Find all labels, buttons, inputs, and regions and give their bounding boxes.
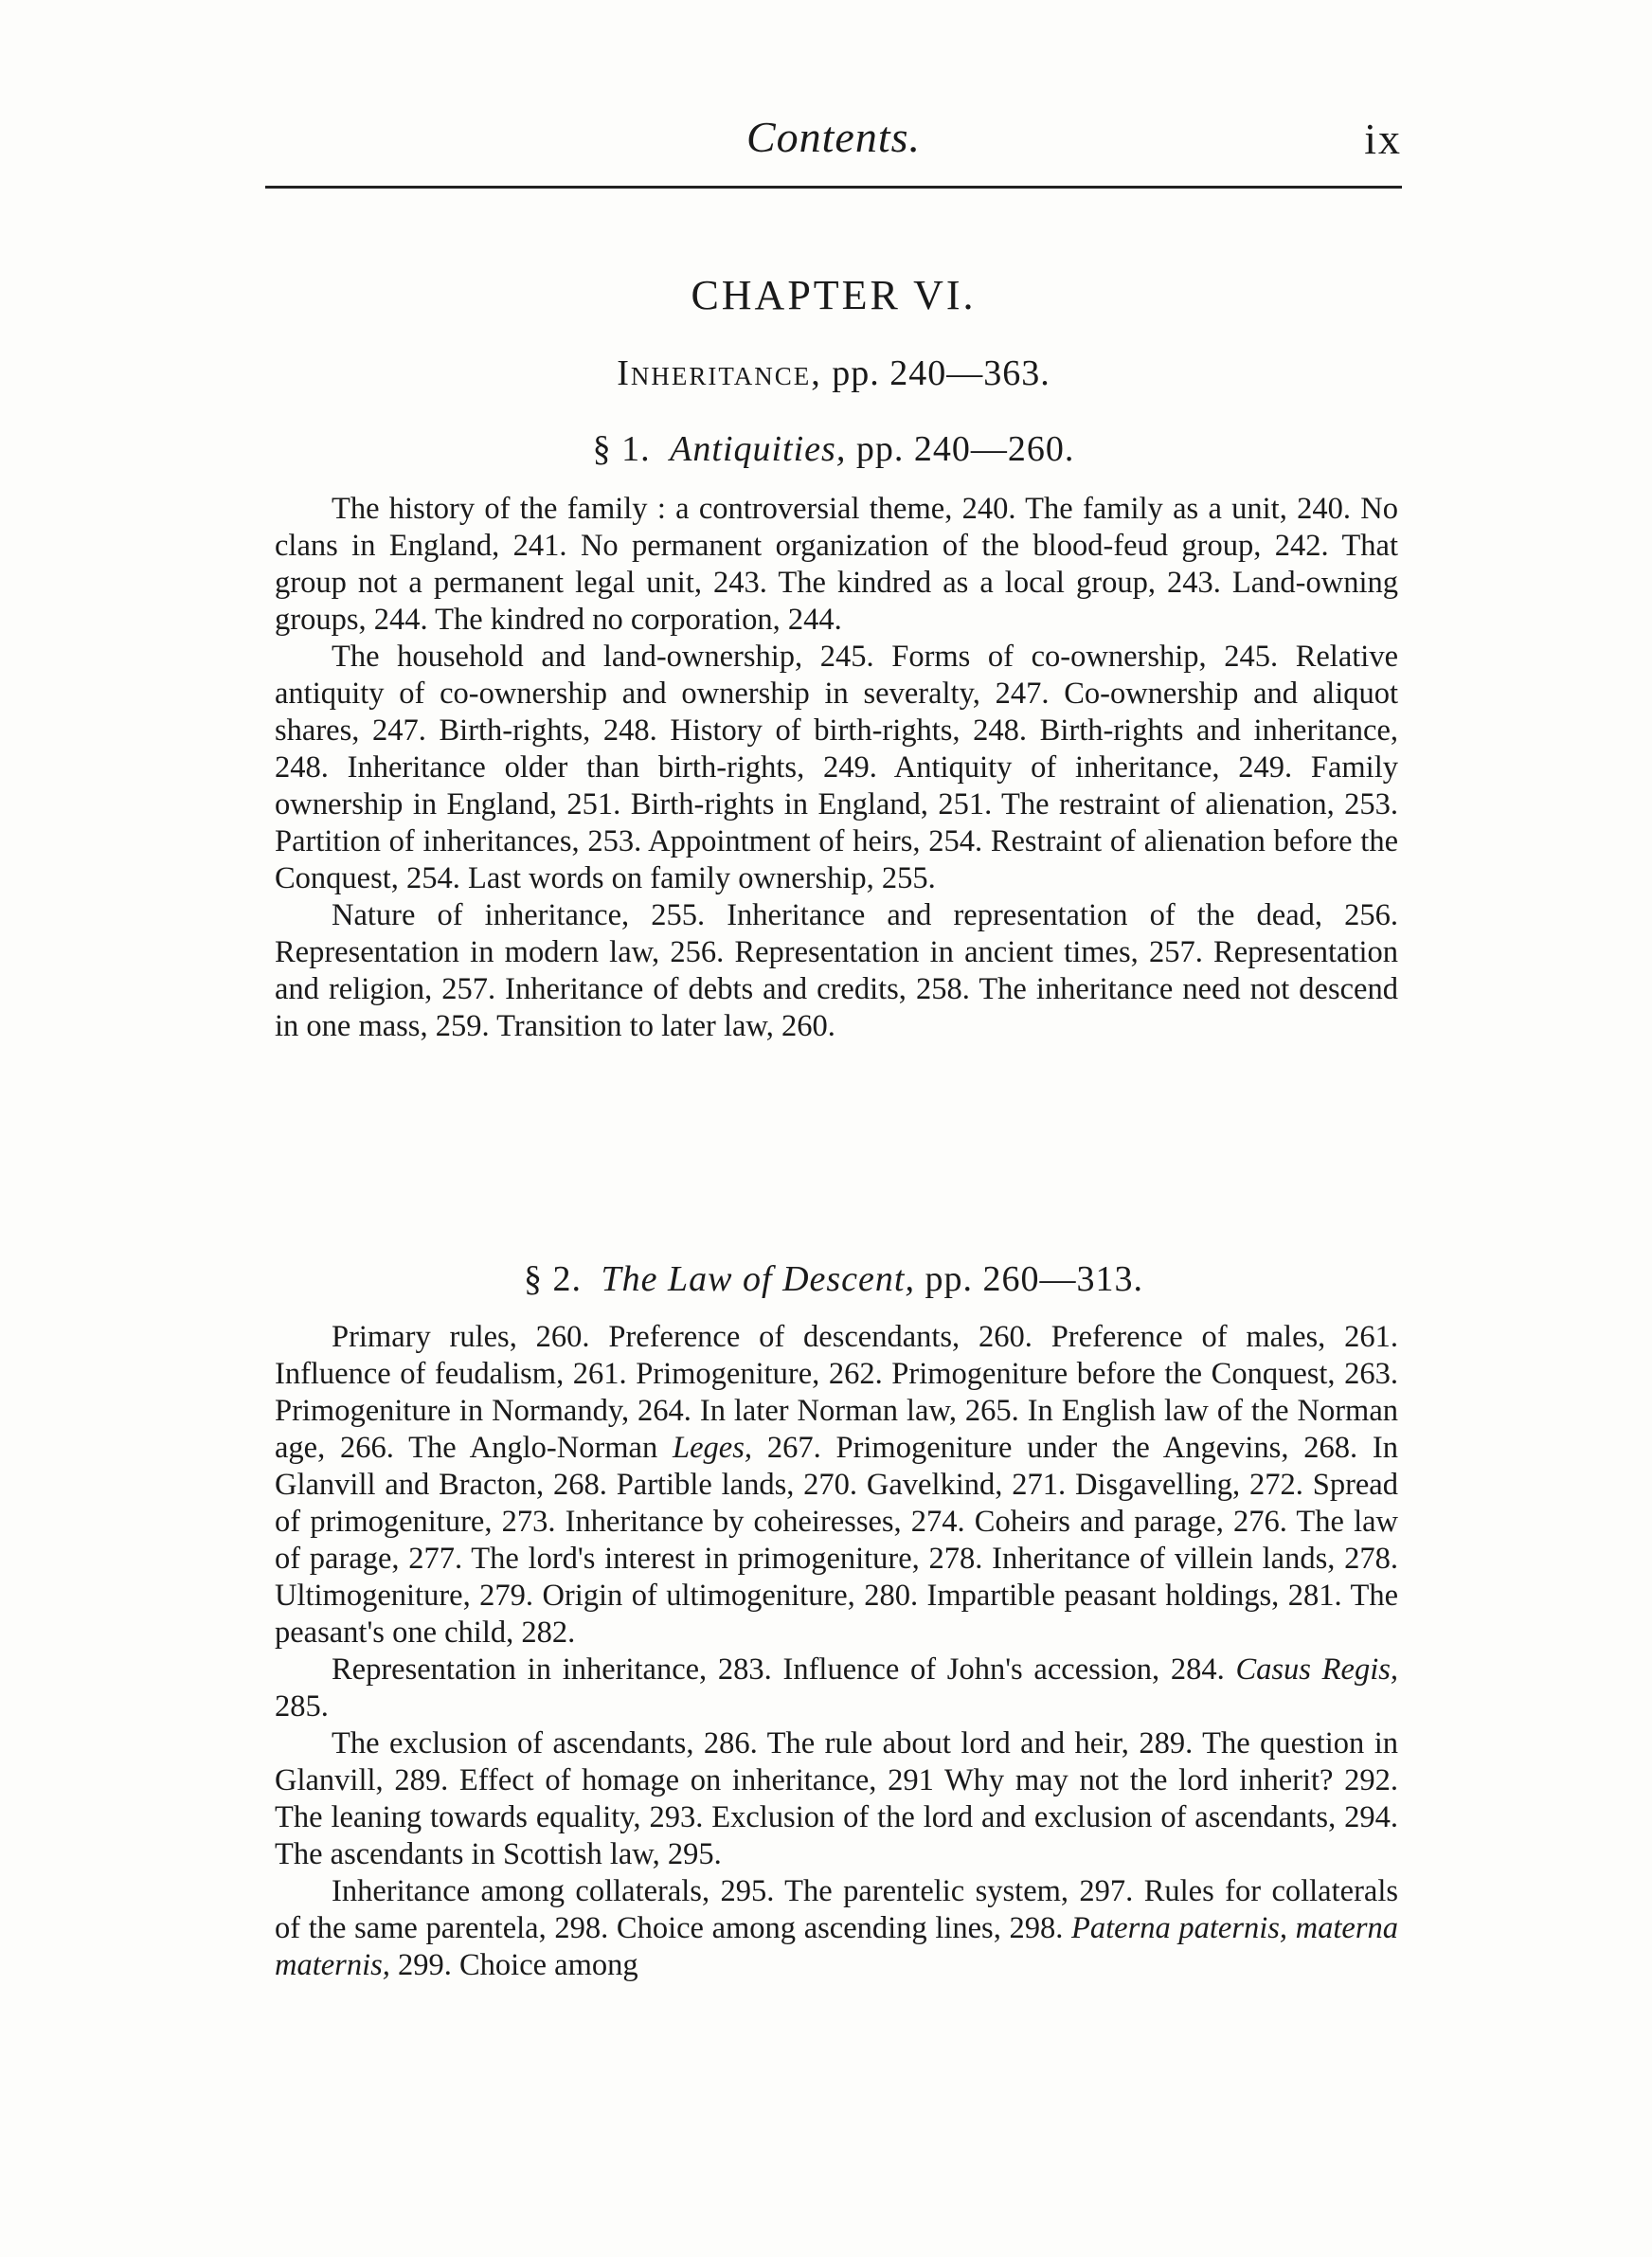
text-run: Inheritance among collaterals, 295. The parentelic system, 297. Rules for collaterals of the same parentela, 298. Choice among ascending lines, 298. bbox=[275, 1874, 1398, 1945]
chapter-title: CHAPTER VI. bbox=[691, 272, 977, 318]
section-title: Antiquities, bbox=[670, 429, 847, 469]
italic-term: Casus Regis, bbox=[1235, 1652, 1398, 1687]
section-heading-2 bbox=[265, 1258, 1402, 1300]
text-run: 285. bbox=[275, 1689, 329, 1724]
header-rule bbox=[265, 186, 1402, 189]
contents-paragraph bbox=[275, 1873, 1398, 1984]
text-run: 267. Primogeniture under the Angevins, 268. In Glanvill and Bracton, 268. Partible lands, 270. Gavelkind, 271. Disgavelling, 272. Spread of primogeniture, 273. Inheritance by coheiresses, 274. Coheirs and parage, 276. The law of parage, 277. The lord's interest in primogeniture, 278. Inheritance of villein lands, 278. Ultimogeniture, 279. Origin of ultimogeniture, 280. Impartible peasant holdings, 281. The peasant's one child, 282. bbox=[275, 1431, 1399, 1650]
section-2-contents bbox=[275, 1319, 1398, 1984]
text-run: Representation in inheritance, 283. Influence of John's accession, 284. bbox=[332, 1652, 1225, 1687]
running-head bbox=[265, 112, 1402, 169]
section-page-range: pp. 240—260. bbox=[855, 429, 1075, 469]
section-heading-1 bbox=[265, 428, 1402, 470]
contents-paragraph: Nature of inheritance, 255. Inheritance and representation of the dead, 256. Representation in modern law, 256. Representation in ancient times, 257. Representation and religion, 257. Inheritance of debts and credits, 258. The inheritance need not descend in one mass, 259. Transition to later law, 260. bbox=[275, 898, 1398, 1043]
page-number: ix bbox=[1364, 115, 1402, 163]
chapter-page-range: pp. 240—363. bbox=[832, 353, 1050, 393]
section-mark: § 1. bbox=[592, 429, 651, 469]
contents-paragraph bbox=[275, 1652, 1398, 1725]
contents-paragraph bbox=[275, 1319, 1398, 1652]
chapter-subject: Inheritance, bbox=[617, 353, 822, 393]
section-mark: § 2. bbox=[524, 1259, 583, 1299]
section-title: The Law of Descent, bbox=[601, 1259, 915, 1299]
text-run: 299. Choice among bbox=[398, 1948, 638, 1982]
text-run: Primary rules, 260. Preference of descendants, 260. Preference of males, 261. Influence of feudalism, 261. Primogeniture, 262. Primogeniture before the Conquest, 263. Primogeniture in Normandy, 264. In later Norman law, 265. In English law of the Norman age, 266. The Anglo-Norman bbox=[275, 1320, 1398, 1465]
chapter-subtitle bbox=[265, 352, 1402, 394]
italic-term: Leges, bbox=[673, 1431, 752, 1465]
contents-paragraph: The household and land-ownership, 245. Forms of co-ownership, 245. Relative antiquity of co-ownership and ownership in severalty, 247. Co-ownership and aliquot shares, 247. Birth-rights, 248. History of birth-rights, 248. Birth-rights and inheritance, 248. Inheritance older than birth-rights, 249. Antiquity of inheritance, 249. Family ownership in England, 251. Birth-rights in England, 251. The restraint of alienation, 253. Partition of inheritances, 253. Appointment of heirs, 254. Restraint of alienation before the Conquest, 254. Last words on family ownership, 255. bbox=[275, 640, 1398, 895]
running-title: Contents. bbox=[745, 113, 922, 161]
contents-paragraph: The history of the family : a controversial theme, 240. The family as a unit, 240. No clans in England, 241. No permanent organization of the blood-feud group, 242. That group not a permanent legal unit, 243. The kindred as a local group, 243. Land-owning groups, 244. The kindred no corporation, 244. bbox=[275, 492, 1398, 637]
section-page-range: pp. 260—313. bbox=[925, 1259, 1143, 1299]
section-1-contents bbox=[275, 491, 1398, 1045]
contents-paragraph: The exclusion of ascendants, 286. The rule about lord and heir, 289. The question in Glanvill, 289. Effect of homage on inheritance, 291 Why may not the lord inherit? 292. The leaning towards equality, 293. Exclusion of the lord and exclusion of ascendants, 294. The ascendants in Scottish law, 295. bbox=[275, 1726, 1398, 1871]
italic-term: Paterna paternis, materna maternis, bbox=[275, 1911, 1399, 1982]
